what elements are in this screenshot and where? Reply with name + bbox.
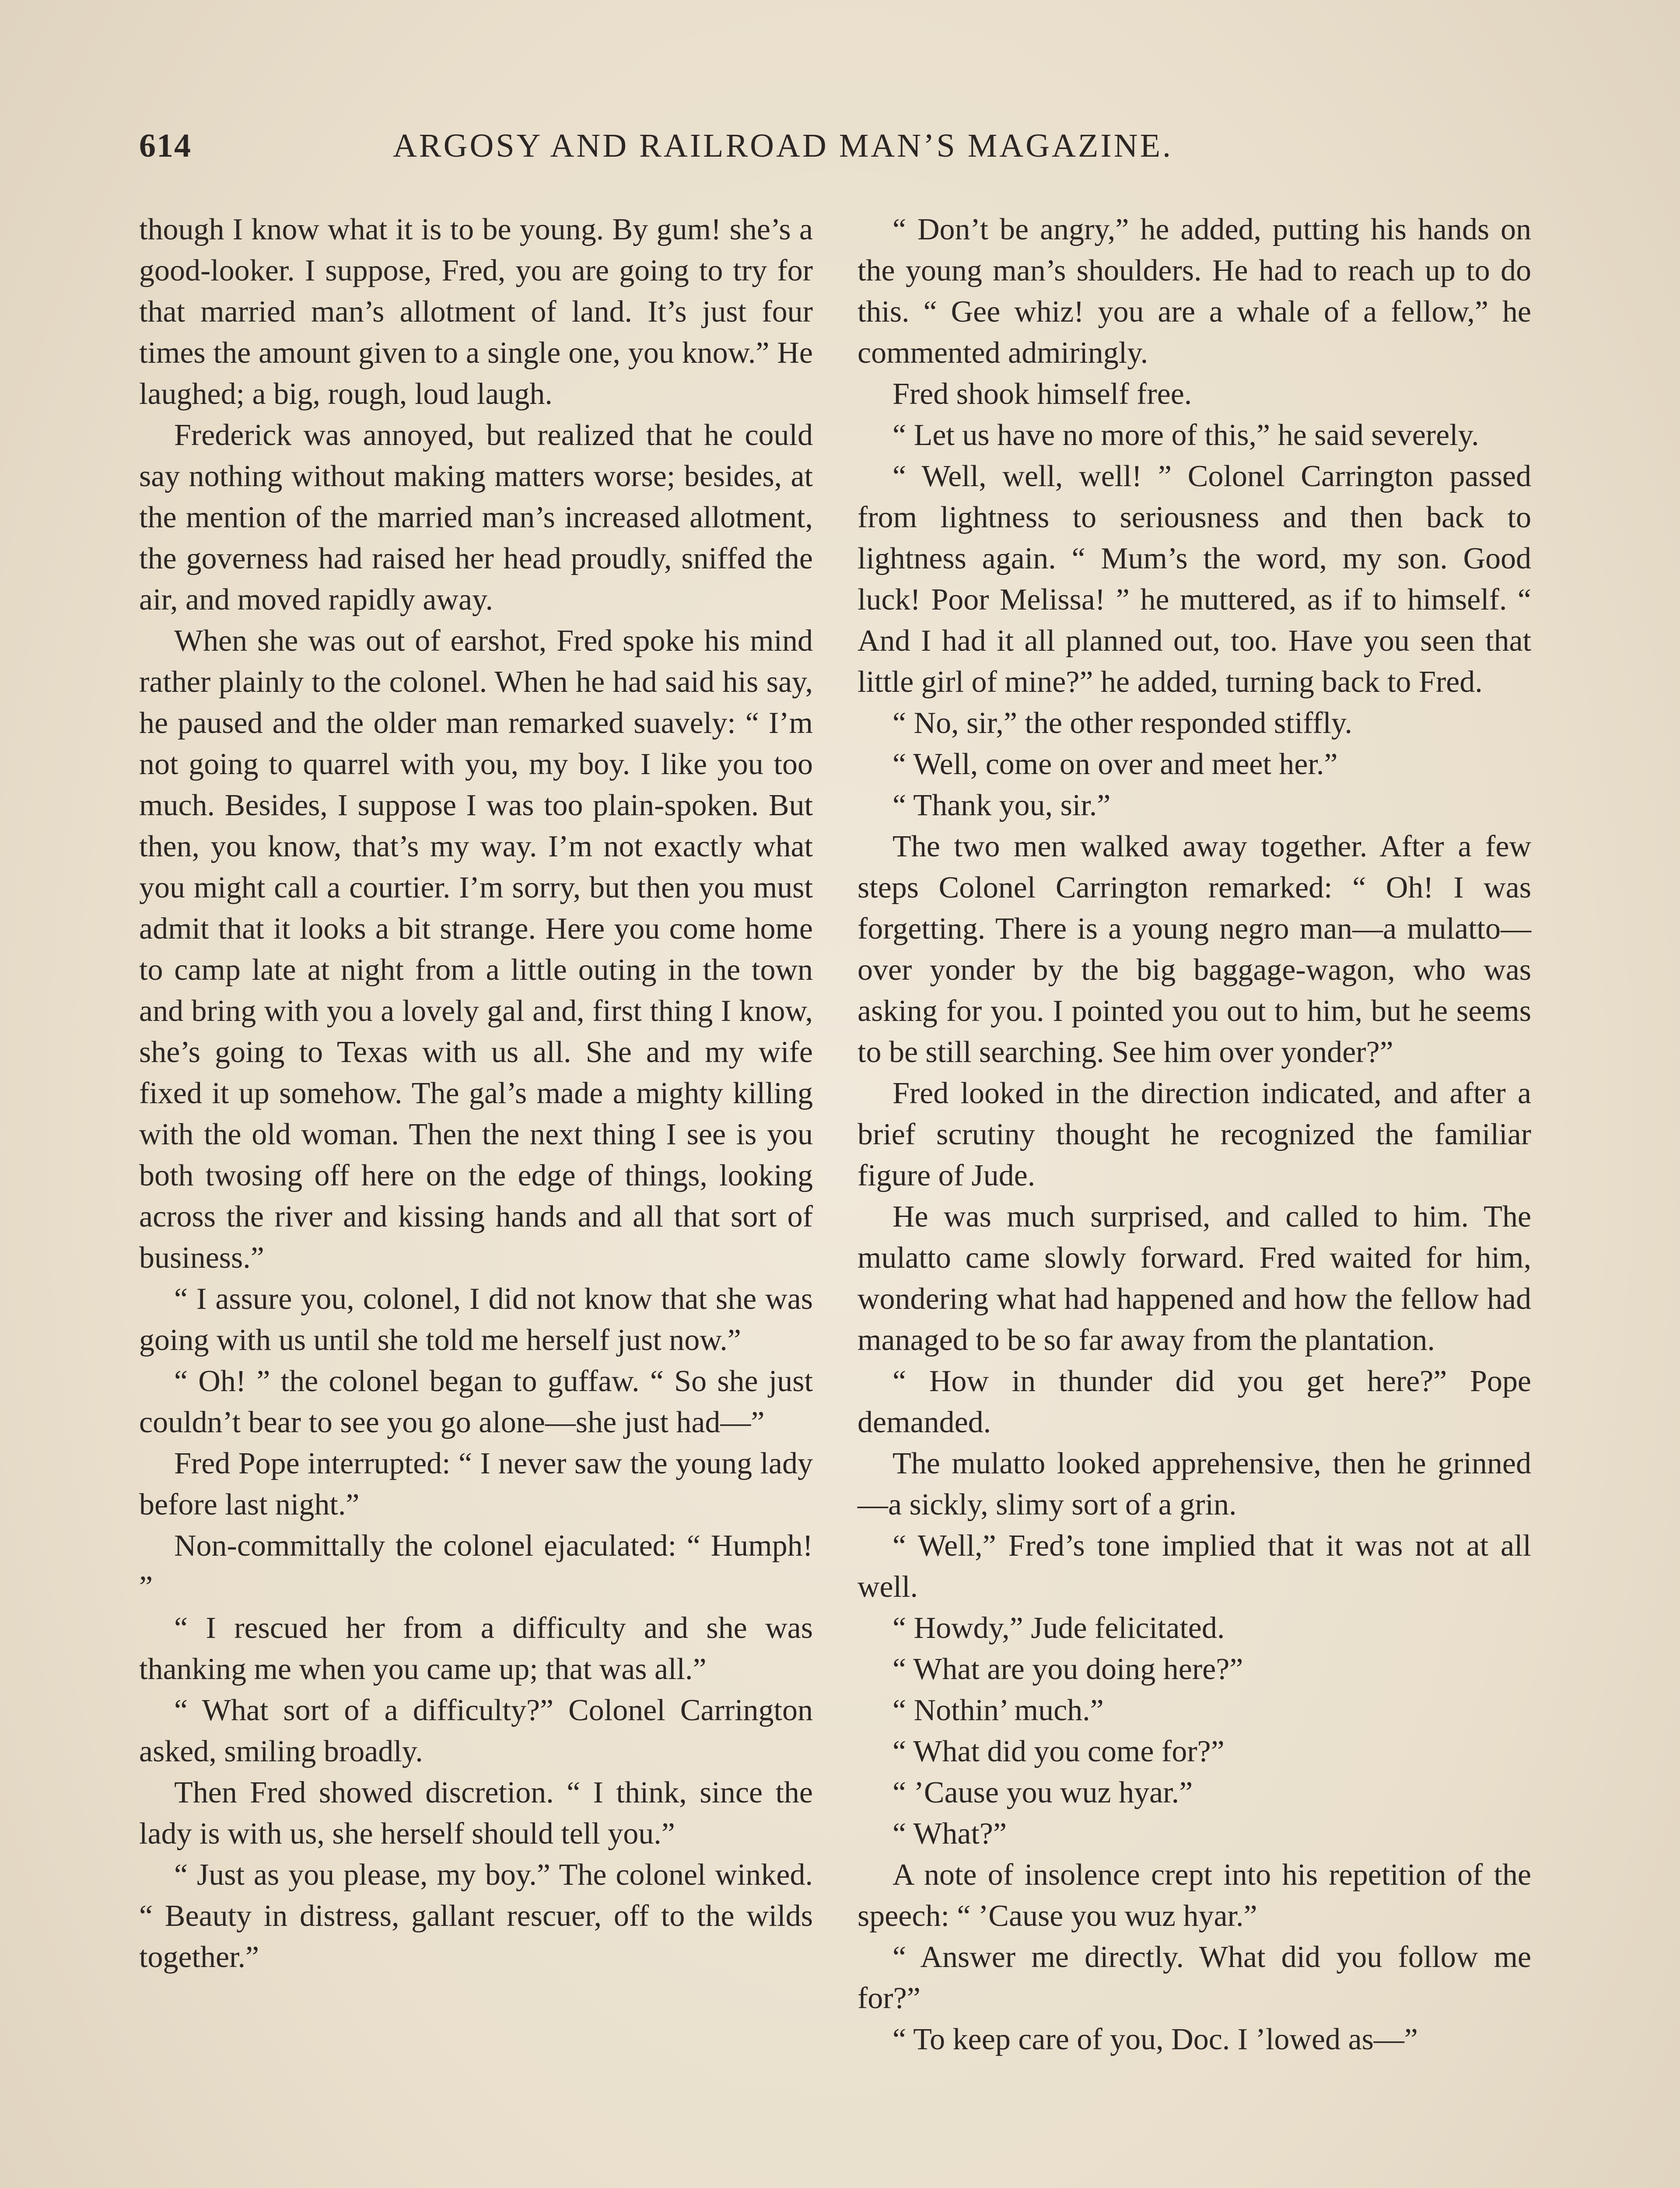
paragraph: “ Howdy,” Jude felicitated. — [892, 1611, 1225, 1645]
paragraph: He was much surprised, and called to him. The mulatto came slowly forward. Fred waited for him, wondering what had happened and how the fellow had managed to be so far away from the plantation. — [858, 1200, 1531, 1357]
paragraph: A note of insolence crept into his repetition of the speech: “ ’Cause you wuz hyar.” — [858, 1858, 1531, 1933]
paragraph: “ ’Cause you wuz hyar.” — [892, 1776, 1193, 1809]
paragraph: “ Nothin’ much.” — [892, 1694, 1104, 1727]
page-number: 614 — [139, 127, 192, 164]
paragraph: Fred shook himself free. — [892, 377, 1192, 411]
paragraph: “ I rescued her from a difficulty and she was thanking me when you came up; that was all.” — [139, 1611, 813, 1686]
paragraph: When she was out of earshot, Fred spoke his mind rather plainly to the colonel. When he had said his say, he paused and the older man remarked suavely: “ I’m not going to quarrel with you, my boy. I like you too much. Besides, I suppose I was too plain-spoken. But then, you know, that’s my way. I’m not exactly what you might call a courtier. I’m sorry, but then you must admit that it looks a bit strange. Here you come home to camp late at night from a little outing in the town and bring with you a lovely gal and, first thing I know, she’s going to Texas with us all. She and my wife fixed it up somehow. The gal’s made a mighty killing with the old woman. Then the next thing I see is you both twosing off here on the edge of things, looking across the river and kissing hands and all that sort of business.” — [139, 624, 813, 1275]
paragraph: The mulatto looked apprehensive, then he grinned—a sickly, slimy sort of a grin. — [858, 1447, 1531, 1522]
paragraph: “ What did you come for?” — [892, 1735, 1225, 1768]
paragraph: Frederick was annoyed, but realized that he could say nothing without making matters worse; besides, at the mention of the married man’s increased allotment, the governess had raised her head proudly, sniffed the air, and moved rapidly away. — [139, 418, 813, 617]
paragraph: “ Well,” Fred’s tone implied that it was not at all well. — [858, 1529, 1531, 1604]
paragraph: Fred looked in the direction indicated, and after a brief scrutiny thought he recognized the familiar figure of Jude. — [858, 1076, 1531, 1192]
paragraph: “ Well, well, well! ” Colonel Carrington passed from lightness to seriousness and then back to lightness again. “ Mum’s the word, my son. Good luck! Poor Melissa! ” he muttered, as if to himself. “ And I had it all planned out, too. Have you seen that little girl of mine?” he added, turning back to Fred. — [858, 459, 1531, 699]
paragraph: “ Don’t be angry,” he added, putting his hands on the young man’s shoulders. He had to reach up to do this. “ Gee whiz! you are a whale of a fellow,” he commented admiringly. — [858, 213, 1531, 370]
paragraph: Then Fred showed discretion. “ I think, since the lady is with us, she herself should tell you.” — [139, 1776, 813, 1851]
paragraph: though I know what it is to be young. By gum! she’s a good-looker. I suppose, Fred, you are going to try for that married man’s allotment of land. It’s just four times the amount given to a single one, you know.” He laughed; a big, rough, loud laugh. — [139, 213, 813, 411]
right-column — [858, 209, 1531, 2060]
paragraph: “ Thank you, sir.” — [892, 789, 1111, 822]
paragraph: “ Just as you please, my boy.” The colonel winked. “ Beauty in distress, gallant rescuer, off to the wilds together.” — [139, 1858, 813, 1974]
paragraph: “ What?” — [892, 1817, 1007, 1851]
paragraph: “ What sort of a difficulty?” Colonel Carrington asked, smiling broadly. — [139, 1694, 813, 1768]
paragraph: The two men walked away together. After a few steps Colonel Carrington remarked: “ Oh! I was forgetting. There is a young negro man—a mulatto—over yonder by the big baggage-wagon, who was asking for you. I pointed you out to him, but he seems to be still searching. See him over yonder?” — [858, 830, 1531, 1069]
paragraph: “ What are you doing here?” — [892, 1652, 1243, 1686]
paragraph: “ Well, come on over and meet her.” — [892, 747, 1338, 781]
paragraph: “ To keep care of you, Doc. I ’lowed as—” — [892, 2023, 1418, 2056]
page-header — [139, 127, 1539, 179]
running-head: ARGOSY AND RAILROAD MAN’S MAGAZINE. — [393, 127, 1173, 164]
paragraph: Non-committally the colonel ejaculated: “ Humph! ” — [139, 1529, 813, 1604]
paragraph: “ Oh! ” the colonel began to guffaw. “ So she just couldn’t bear to see you go alone—she just had—” — [139, 1364, 813, 1439]
paragraph: “ I assure you, colonel, I did not know that she was going with us until she told me herself just now.” — [139, 1282, 813, 1357]
paragraph: Fred Pope interrupted: “ I never saw the young lady before last night.” — [139, 1447, 813, 1522]
paragraph: “ No, sir,” the other responded stiffly. — [892, 706, 1352, 740]
paragraph: “ How in thunder did you get here?” Pope demanded. — [858, 1364, 1531, 1439]
paragraph: “ Let us have no more of this,” he said severely. — [892, 418, 1479, 452]
left-column — [139, 209, 813, 1978]
paragraph: “ Answer me directly. What did you follow me for?” — [858, 1940, 1531, 2015]
